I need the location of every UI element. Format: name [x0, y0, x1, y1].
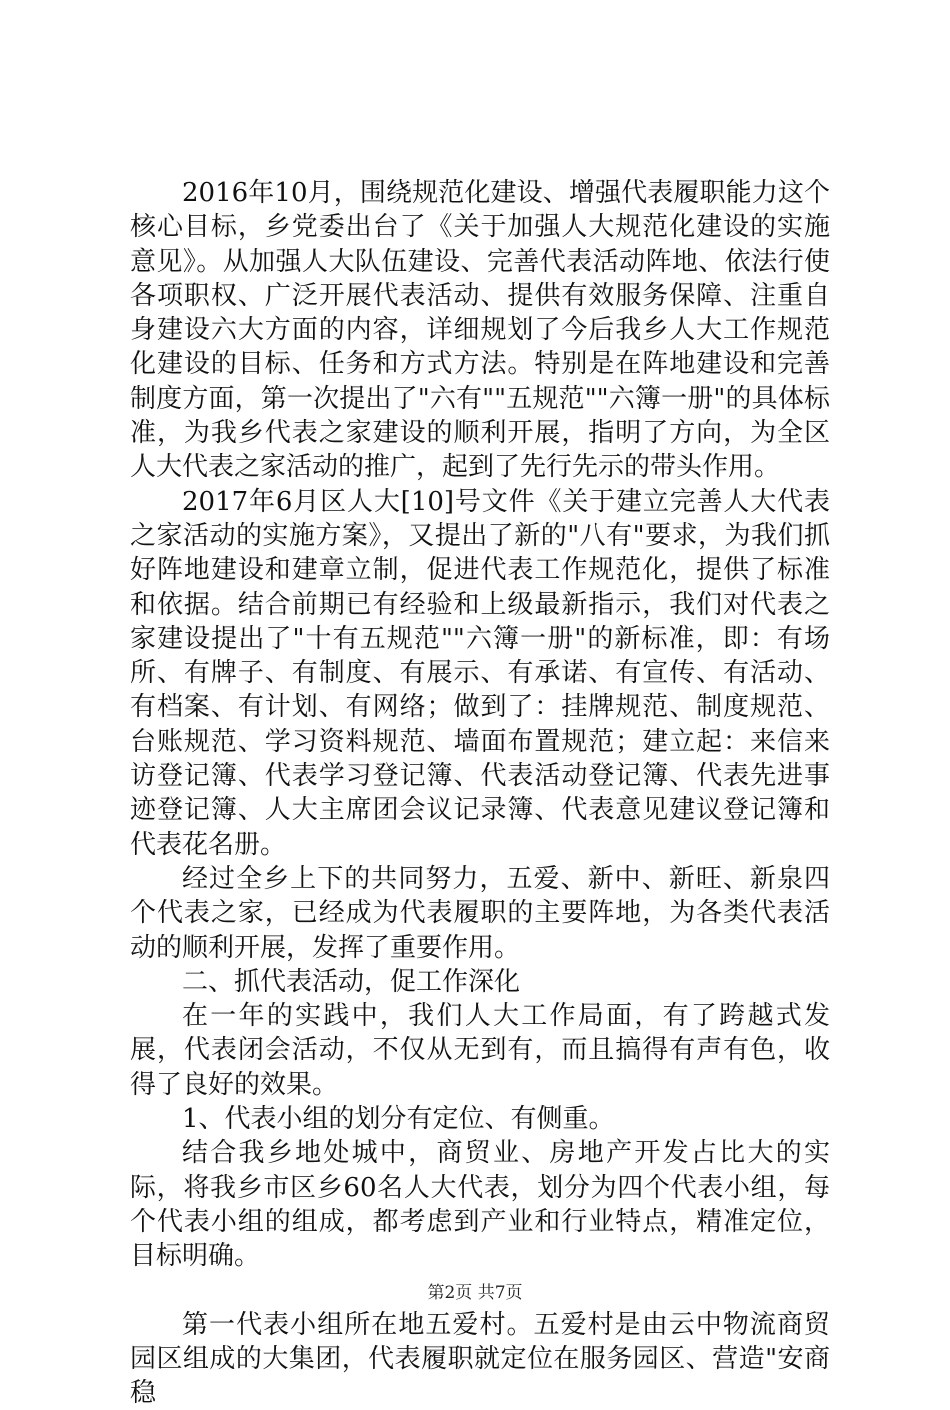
paragraph-2: 2017年6月区人大[10]号文件《关于建立完善人大代表之家活动的实施方案》，又提出了新的"八有"要求，为我们抓好阵地建设和建章立制，促进代表工作规范化，提供了标准和依据。结合前期已有经验和上级最新指示，我们对代表之家建设提出了"十有五规范""六簿一册"的新标准，即：有场所、有牌子、有制度、有展示、有承诺、有宣传、有活动、有档案、有计划、有网络；做到了：挂牌规范、制度规范、台账规范、学习资料规范、墙面布置规范；建立起：来信来访登记簿、代表学习登记簿、代表活动登记簿、代表先进事迹登记簿、人大主席团会议记录簿、代表意见建议登记簿和代表花名册。 — [130, 485, 830, 862]
subsection-heading: 1、代表小组的划分有定位、有侧重。 — [130, 1102, 830, 1136]
page-number-footer: 第2页 共7页 — [0, 1278, 950, 1303]
paragraph-5: 结合我乡地处城中，商贸业、房地产开发占比大的实际，将我乡市区乡60名人大代表，划分为四个代表小组，每个代表小组的组成，都考虑到产业和行业特点，精准定位，目标明确。 — [130, 1136, 830, 1273]
section-heading: 二、抓代表活动，促工作深化 — [130, 965, 830, 999]
paragraph-3: 经过全乡上下的共同努力，五爱、新中、新旺、新泉四个代表之家，已经成为代表履职的主要阵地，为各类代表活动的顺利开展，发挥了重要作用。 — [130, 862, 830, 965]
paragraph-6: 第一代表小组所在地五爱村。五爱村是由云中物流商贸园区组成的大集团，代表履职就定位在服务园区、营造"安商稳 — [130, 1308, 830, 1410]
paragraph-4: 在一年的实践中，我们人大工作局面，有了跨越式发展，代表闭会活动，不仅从无到有，而且搞得有声有色，收得了良好的效果。 — [130, 999, 830, 1102]
paragraph-1: 2016年10月，围绕规范化建设、增强代表履职能力这个核心目标，乡党委出台了《关于加强人大规范化建设的实施意见》。从加强人大队伍建设、完善代表活动阵地、依法行使各项职权、广泛开展代表活动、提供有效服务保障、注重自身建设六大方面的内容，详细规划了今后我乡人大工作规范化建设的目标、任务和方式方法。特别是在阵地建设和完善制度方面，第一次提出了"六有""五规范""六簿一册"的具体标准，为我乡代表之家建设的顺利开展，指明了方向，为全区人大代表之家活动的推广，起到了先行先示的带头作用。 — [130, 176, 830, 485]
document-body — [130, 176, 830, 1410]
